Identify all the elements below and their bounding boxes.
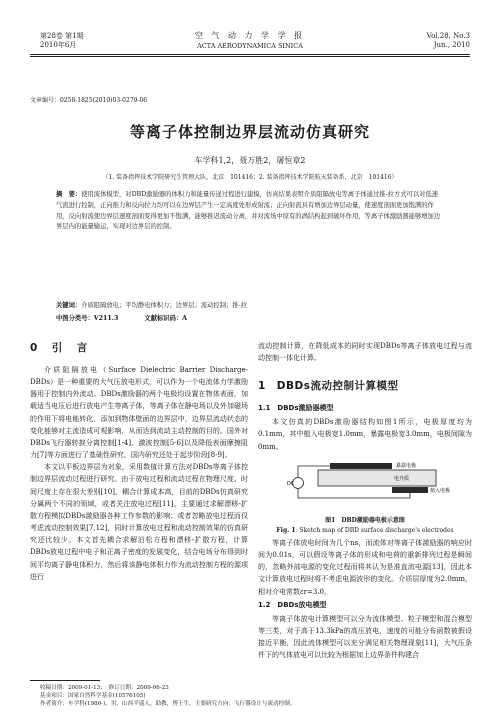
embedded-electrode: [392, 487, 428, 493]
clc-number: 中图分类号：V211.3: [56, 315, 119, 322]
figure-caption-en-text: Sketch map of DBD surface discharge's electrodes: [299, 527, 454, 534]
figure-caption-cn: 图1 DBD激励器电极示意图: [325, 517, 405, 524]
footnote-rule: [30, 680, 100, 681]
model-paragraph-2: 等离子体放电时间为几个ns，而流体对等离子体激励器的响应时间为0.01s，可以假设等离子体的形成和电荷的重新排列过程是瞬间的，忽略外部电源的变化过程而将其认为是准直流电源[13]，因此本文计算放电过程时将不考虑电源波形的变化。介质层厚度为2.0mm，相对介电常数εr=3.0。: [258, 539, 472, 596]
keywords-label: 关键词：: [56, 302, 82, 309]
header-rule: [30, 54, 470, 55]
header-rule-2: [30, 56, 470, 57]
section-heading-model: 1 DBDs流动控制计算模型: [258, 380, 399, 393]
journal-cn: 空 气 动 力 学 学 报: [194, 31, 306, 40]
paper-title: 等离子体控制边界层流动仿真研究: [129, 123, 370, 141]
volume-en: Vol.28, No.3: [426, 32, 470, 40]
keywords-text: 介质阻隔放电；平均静电体积力；边界层；流动控制；推-拉: [81, 302, 248, 309]
authors: 车学科1,2，聂万胜2，屠恒章2: [194, 156, 306, 165]
right-column: [258, 340, 472, 453]
dc-label: DC: [287, 481, 295, 487]
figure-1: [258, 458, 472, 534]
exposed-electrode: [330, 463, 392, 469]
date-en: Jun., 2010: [433, 41, 470, 49]
dielectric-layer: [318, 470, 436, 486]
right-column-lower: [258, 537, 472, 661]
abstract: [56, 190, 444, 233]
doc-code: 文献标识码：A: [144, 315, 188, 322]
figure-caption-en: [258, 527, 472, 534]
subsection-heading-2: 1.2 DBDs放电模型: [258, 600, 327, 609]
model-paragraph-3: 等离子体放电计算模型可以分为流体模型、粒子模型和混合模型等三类，对于高于13.3kPa的高压放电，速度的可能分布函数被假设接近平衡，因此流体模型可以充分满足相关物理现象[11]，大气压条件下的气体放电可以比较为根据加上边界条件构建合: [258, 614, 472, 660]
electrode-sketch: [258, 458, 472, 508]
affiliation: （1. 装备指挥技术学院研究生管理大队，北京 101416；2. 装备指挥技术学院航天装备系，北京 101416）: [102, 174, 398, 181]
volume-cn: 第28卷 第1期: [40, 32, 84, 40]
footnote-received: 收稿日期：2009-01-13； 修订日期：2009-06-23: [40, 685, 169, 691]
footnote-author: 作者简介：车学科(1980-)，男，山西平遥人，助教，博士生，主要研究方向：飞行器设计与流动控制。: [40, 701, 296, 707]
subsection-heading-1: 1.1 DBDs激励器模型: [258, 404, 334, 413]
embedded-electrode-label: 植入电极: [430, 488, 451, 494]
keywords: [56, 301, 444, 311]
intro-paragraph-2: 本文以平板边界层为对象，采用数值计算方法对DBDs等离子体控制边界层流动过程进行研究。由于放电过程和流动过程在物理尺度、时间尺度上存在很大差别[10]，耦合计算成本高，目前的DBDs仿真研究分属两个不同的领域，或者关注放电过程[11]，主要通过求解漂移-扩散方程模拟DBDs激励器各种工作参数的影响；或者忽略放电过程而仅考虑流动控制效果[7,12]，同时计算放电过程和流动控制效果的仿真研究还比较少。本文首先耦合求解泊松方程和漂移-扩散方程，计算DBDs放电过程中电子和正离子密度的发展变化，结合电场分布得到时间平均离子静电体积力，然后将该静电体积力作为流动控制方程的源项进行: [30, 463, 248, 581]
left-column: [30, 340, 248, 583]
footnote-fund: 基金项目：国家自然科学基金(10576105): [40, 693, 146, 699]
section-heading-intro: 0 引 言: [30, 342, 90, 354]
dielectric-label: 电介质: [394, 476, 410, 482]
abstract-text: 使用流体模型，对DBD激励器的体积力和能量传递过程进行建模，仿真结果表明介质阻隔放电等离子体通过推-拉方式可以对低速气流进行控制，正向推力和反向拉力均可以在边界层产生一定高度处形成射流；正向射流具有增加边界层动量，使速度剖面更加饱满的作用，反向射流使边界层速度剖面变得更加不饱满，能够推迟流动分离，并对流场中原有的涡结构起到破坏作用，等离子体激励器能够增加边界层内的能量输运，实现对边界层的控制。: [56, 191, 441, 231]
year-cn: 2010年6月: [40, 41, 77, 49]
classification: [56, 313, 213, 322]
figure-caption-en-label: Fig. 1: [276, 527, 296, 534]
model-paragraph-1: 本文仿真的DBDs激励器结构如图1所示，电极厚度均为0.1mm，其中植入电极宽1.0mm，暴露电极宽3.0mm，电极间隙为0mm。: [258, 418, 472, 451]
abstract-label: 摘 要：: [56, 191, 82, 198]
exposed-electrode-label: 暴露电极: [396, 463, 417, 469]
journal-en: ACTA AERODYNAMICA SINICA: [197, 42, 303, 50]
continuation-paragraph: 流动控制计算，在降低成本的同时实现DBDs等离子体放电过程与流动控制一体化计算。: [258, 342, 472, 363]
intro-paragraph-1: 介质阻隔放电（Surface Dielectric Barrier Discharge-DBDs）是一种重要的大气压放电形式，可以作为一个电流体力学激励器用于控制内外流动。DBDs激励器的两个电极均设置在物体表面，加载适当电压后进行放电产生等离子体，等离子体在静电场以及外加磁场的作用下将电能转化，添加到物体壁面的边界层中，边界层流动状态的变化能够对主流造成可观影响，从而达到流动主动控制的目的。国外对DBDs飞行器转捩分离控制[1-4]、激波控制[5-6]以及降低表面摩擦阻力[7]等方面进行了基础性研究，国内研究还处于起步阶段[8-9]。: [30, 366, 248, 460]
article-id: 文章编号：0258-1825(2010)03-0279-06: [30, 97, 148, 104]
